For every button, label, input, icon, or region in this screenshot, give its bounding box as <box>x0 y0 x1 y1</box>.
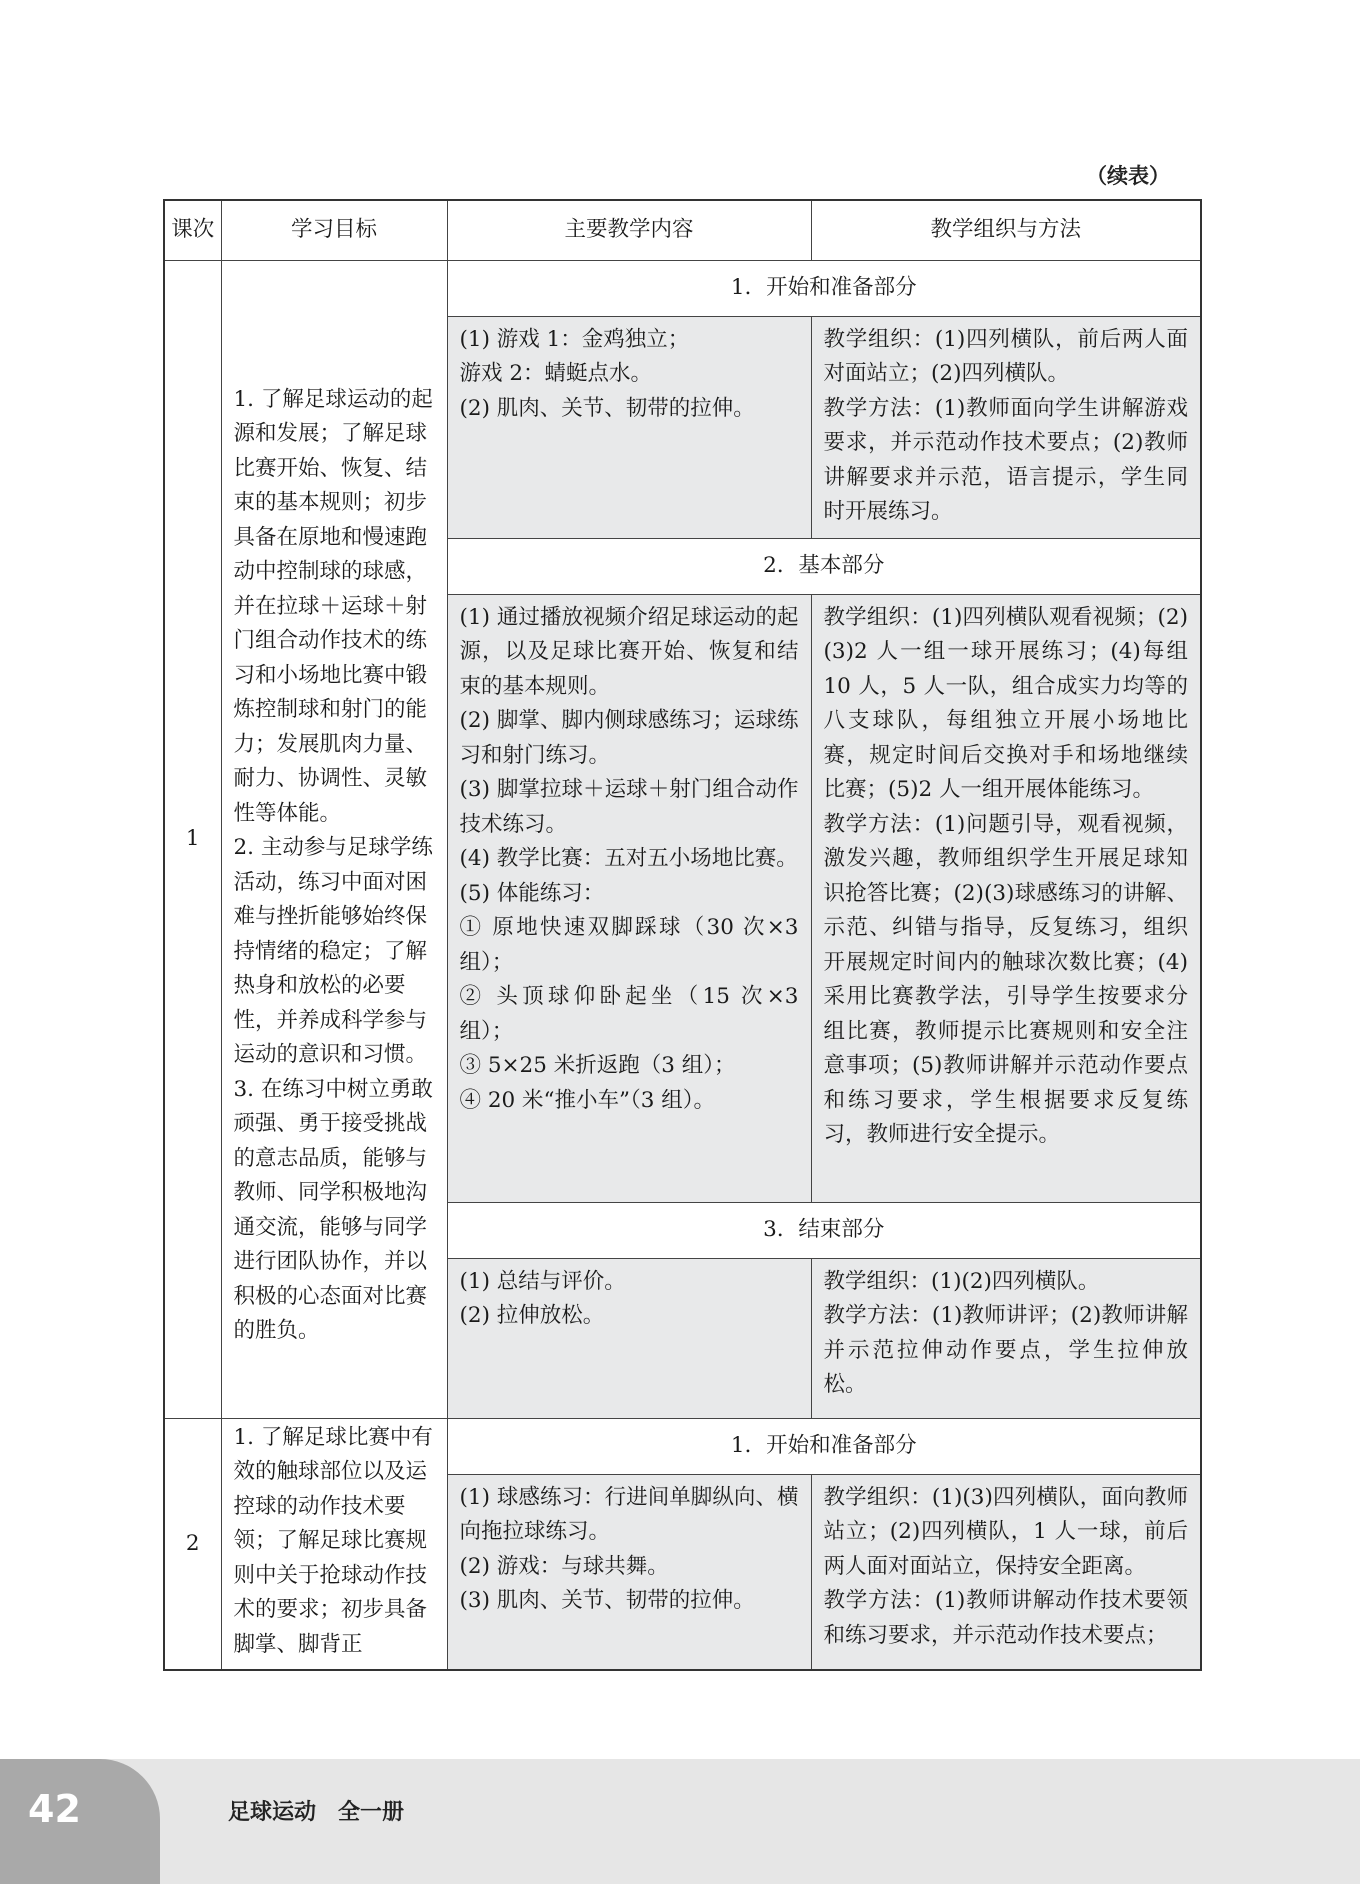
method-line: 教学组织：(1)四列横队，前后两人面对面站立；(2)四列横队。 <box>823 326 1188 386</box>
content-line: (1) 游戏 1：金鸡独立； <box>459 326 690 352</box>
lesson-plan-table <box>163 199 1202 1671</box>
content-line: 游戏 2：蜻蜓点水。 <box>459 361 653 386</box>
section-title: 2．基本部分 <box>447 538 1201 594</box>
header-content: 主要教学内容 <box>447 200 811 260</box>
book-title: 足球运动 全一册 <box>228 1800 405 1825</box>
method-line: 教学组织：(1)(3)四列横队，面向教师站立；(2)四列横队，1 人一球，前后两人面对面站立，保持安全距离。 <box>823 1484 1188 1579</box>
header-objective: 学习目标 <box>221 200 447 260</box>
content-line: (1) 总结与评价。 <box>459 1268 626 1294</box>
footer-band <box>0 1759 1360 1884</box>
method-cell <box>811 1474 1201 1670</box>
content-line: (2) 拉伸放松。 <box>459 1303 605 1328</box>
page-number: 42 <box>28 1787 81 1831</box>
content-line: (3) 脚掌拉球＋运球＋射门组合动作技术练习。 <box>459 777 799 837</box>
content-cell <box>447 1258 811 1418</box>
method-cell <box>811 1258 1201 1418</box>
method-line: 教学方法：(1)教师讲评；(2)教师讲解并示范拉伸动作要点，学生拉伸放松。 <box>823 1303 1188 1397</box>
content-line: (1) 通过播放视频介绍足球运动的起源，以及足球比赛开始、恢复和结束的基本规则。 <box>459 604 799 699</box>
content-line: (5) 体能练习： <box>459 880 605 906</box>
content-line: ② 头顶球仰卧起坐（15 次×3 组）； <box>459 984 799 1044</box>
method-line: 教学组织：(1)四列横队观看视频；(2)(3)2 人一组一球开展练习；(4)每组 10 人，5 人一队，组合成实力均等的八支球队，每组独立开展小场地比赛，规定时间后交换对手和场地继续比赛；(5)2 人一组开展体能练习。 <box>823 604 1188 802</box>
method-line: 教学组织：(1)(2)四列横队。 <box>823 1268 1100 1294</box>
header-method: 教学组织与方法 <box>811 200 1201 260</box>
lesson-number: 2 <box>164 1418 221 1670</box>
content-line: ④ 20 米“推小车”（3 组）。 <box>459 1087 716 1113</box>
lesson-objectives <box>221 1418 447 1670</box>
objective-item: 1. 了解足球运动的起源和发展；了解足球比赛开始、恢复、结束的基本规则；初步具备在原地和慢速跑动中控制球的球感，并在拉球＋运球＋射门组合动作技术的练习和小场地比赛中锻炼控制球和射门的能力；发展肌肉力量、耐力、协调性、灵敏性等体能。 <box>233 386 433 826</box>
lesson-objectives <box>221 260 447 1418</box>
continued-label: （续表） <box>1086 164 1170 188</box>
method-line: 教学方法：(1)教师面向学生讲解游戏要求，并示范动作技术要点；(2)教师讲解要求并示范，语言提示，学生同时开展练习。 <box>823 395 1188 524</box>
content-line: ① 原地快速双脚踩球（30 次×3 组）； <box>459 915 799 975</box>
content-line: (4) 教学比赛：五对五小场地比赛。 <box>459 846 798 871</box>
content-cell <box>447 594 811 1202</box>
objective-item: 2. 主动参与足球学练活动，练习中面对困难与挫折能够始终保持情绪的稳定；了解热身和放松的必要性，并养成科学参与运动的意识和习惯。 <box>233 835 433 1067</box>
content-line: (1) 球感练习：行进间单脚纵向、横向拖拉球练习。 <box>459 1484 799 1544</box>
objective-item: 3. 在练习中树立勇敢顽强、勇于接受挑战的意志品质，能够与教师、同学积极地沟通交流，能够与同学进行团队协作，并以积极的心态面对比赛的胜负。 <box>233 1076 433 1343</box>
section-title: 1．开始和准备部分 <box>447 1418 1201 1474</box>
content-line: (2) 游戏：与球共舞。 <box>459 1553 669 1579</box>
method-line: 教学方法：(1)问题引导，观看视频，激发兴趣，教师组织学生开展足球知识抢答比赛；(2)(3)球感练习的讲解、示范、纠错与指导，反复练习，组织开展规定时间内的触球次数比赛；(4)采用比赛教学法，引导学生按要求分组比赛，教师提示比赛规则和安全注意事项；(5)教师讲解并示范动作要点和练习要求，学生根据要求反复练习，教师进行安全提示。 <box>823 811 1188 1147</box>
content-line: ③ 5×25 米折返跑（3 组）； <box>459 1053 736 1078</box>
header-lesson: 课次 <box>164 200 221 260</box>
section-title: 3．结束部分 <box>447 1202 1201 1258</box>
content-line: (2) 脚掌、脚内侧球感练习；运球练习和射门练习。 <box>459 708 799 768</box>
content-cell <box>447 1474 811 1670</box>
method-cell <box>811 316 1201 538</box>
content-line: (3) 肌肉、关节、韧带的拉伸。 <box>459 1588 755 1613</box>
content-cell <box>447 316 811 538</box>
objective-item: 1. 了解足球比赛中有效的触球部位以及运控球的动作技术要领；了解足球比赛规则中关于抢球动作技术的要求；初步具备脚掌、脚背正 <box>233 1424 433 1657</box>
content-line: (2) 肌肉、关节、韧带的拉伸。 <box>459 395 755 421</box>
lesson-number: 1 <box>164 260 221 1418</box>
header-row <box>164 200 1201 260</box>
method-cell <box>811 594 1201 1202</box>
section-title: 1．开始和准备部分 <box>447 260 1201 316</box>
method-line: 教学方法：(1)教师讲解动作技术要领和练习要求，并示范动作技术要点； <box>823 1588 1188 1648</box>
